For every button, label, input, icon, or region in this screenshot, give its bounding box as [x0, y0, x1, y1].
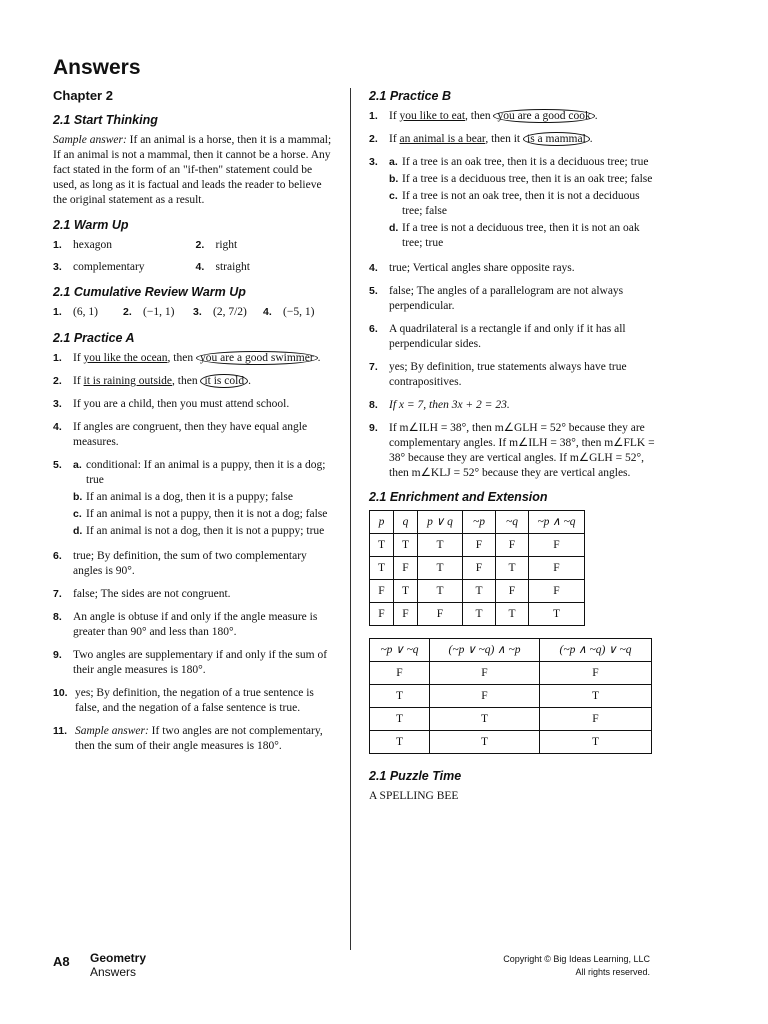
- table-cell: T: [370, 534, 394, 557]
- practice-b-item: [369, 398, 659, 413]
- warm-up-row: [53, 260, 338, 275]
- answer-text: If a tree is an oak tree, then it is a deciduous tree; true: [402, 156, 649, 168]
- table-header-row: [370, 639, 652, 662]
- warm-up-heading: 2.1 Warm Up: [53, 218, 129, 232]
- copyright: Copyright © Big Ideas Learning, LLC: [503, 954, 650, 964]
- warm-up-row: [53, 238, 338, 253]
- table-row: [370, 557, 585, 580]
- item-number: 11.: [53, 725, 68, 737]
- answer-text: true; Vertical angles share opposite rays.: [389, 262, 575, 274]
- answer-text: (−5, 1): [283, 306, 315, 318]
- answer-text: If an animal is not a puppy, then it is not a dog; false: [86, 508, 328, 520]
- item-number: 4.: [369, 262, 378, 274]
- answer-text: right: [215, 239, 238, 251]
- item-number: 2.: [53, 375, 62, 387]
- answer-text: (6, 1): [73, 306, 98, 318]
- answer-text: true; By definition, the sum of two complementary angles is 90°.: [73, 550, 307, 577]
- practice-a-item: [53, 686, 338, 716]
- table-cell: F: [463, 534, 496, 557]
- answer-text: If two angles are not complementary, then the sum of their angle measures is 180°.: [75, 725, 323, 752]
- answer-text: If a tree is not an oak tree, then it is not a deciduous tree; false: [402, 190, 640, 217]
- table-row: [370, 580, 585, 603]
- answer-text: yes; By definition, the negation of a true sentence is false, and the negation of a false sentence is true.: [75, 687, 314, 714]
- answer-text: If m∠ILH = 38°, then m∠GLH = 52° because they are complementary angles. If m∠ILH = 38°, then m∠FLK = 38° because they are vertical angles. If m∠GLH = 52°, then m∠KLJ = 52° because they are vertical angles.: [389, 422, 655, 479]
- hypothesis-underlined: it is raining outside: [83, 375, 173, 387]
- table-header: ~p ∨ ~q: [370, 639, 430, 662]
- page-number: A8: [53, 954, 70, 969]
- practice-b-item: [369, 360, 659, 390]
- book-section: Answers: [90, 965, 137, 979]
- item-number: 4.: [263, 306, 272, 318]
- table-cell: F: [540, 662, 652, 685]
- practice-a-item: [53, 648, 338, 678]
- answer-text: (2, 7/2): [213, 306, 247, 318]
- answer-text: If an animal is not a dog, then it is not a puppy; true: [86, 525, 325, 537]
- page-title: Answers: [53, 56, 141, 79]
- answer-text: complementary: [73, 261, 145, 273]
- text-segment: .: [594, 110, 598, 122]
- item-number: 3.: [53, 261, 62, 273]
- practice-a-item: [53, 397, 338, 412]
- item-number: 1.: [53, 306, 62, 318]
- sub-letter: d.: [389, 222, 399, 234]
- table-cell: T: [418, 580, 463, 603]
- item-number: 5.: [369, 285, 378, 297]
- answer-text: straight: [215, 261, 250, 273]
- start-thinking-heading: 2.1 Start Thinking: [53, 113, 158, 127]
- practice-a-item: [53, 724, 338, 754]
- practice-b-item: [369, 155, 659, 253]
- item-number: 6.: [53, 550, 62, 562]
- sub-item: [73, 458, 338, 488]
- table-cell: F: [463, 557, 496, 580]
- table-cell: F: [370, 580, 394, 603]
- item-number: 1.: [53, 352, 62, 364]
- table-cell: T: [394, 534, 418, 557]
- item-number: 4.: [53, 421, 62, 433]
- cumulative-review-row: [53, 305, 338, 320]
- table-header: p: [370, 511, 394, 534]
- truth-table-1: [369, 510, 585, 626]
- sub-letter: d.: [73, 525, 83, 537]
- practice-a-item: [53, 351, 338, 366]
- item-number: 3.: [369, 156, 378, 168]
- text-segment: .: [248, 375, 251, 387]
- text-segment: , then: [465, 110, 494, 122]
- table-cell: T: [418, 534, 463, 557]
- table-cell: T: [370, 731, 430, 754]
- answer-text: If x = 7, then 3x + 2 = 23.: [389, 399, 510, 411]
- conclusion-circled: you are a good cook: [493, 109, 594, 123]
- answer-text: Two angles are supplementary if and only if the sum of their angle measures is 180°.: [73, 649, 328, 676]
- book-title: Geometry: [90, 951, 147, 965]
- answer-text: conditional: If an animal is a puppy, then it is a dog; true: [86, 459, 326, 486]
- conclusion-circled: you are a good swimmer: [196, 351, 318, 365]
- table-cell: T: [370, 557, 394, 580]
- item-number: 7.: [369, 361, 378, 373]
- cumulative-review-heading: 2.1 Cumulative Review Warm Up: [53, 285, 246, 299]
- sub-item: [73, 490, 338, 505]
- table-header: ~q: [496, 511, 529, 534]
- practice-b-item: [369, 132, 659, 147]
- text-segment: If: [389, 110, 400, 122]
- item-number: 4.: [195, 261, 205, 273]
- conclusion-circled: it is cold: [200, 374, 248, 388]
- column-divider: [350, 88, 351, 950]
- practice-a-item: [53, 420, 338, 450]
- table-cell: T: [430, 731, 540, 754]
- text-segment: , then it: [485, 133, 524, 145]
- practice-a-item: [53, 458, 338, 541]
- answer-text: false; The sides are not congruent.: [73, 588, 231, 600]
- puzzle-time-heading: 2.1 Puzzle Time: [369, 769, 462, 783]
- table-cell: T: [496, 603, 529, 626]
- item-number: 3.: [53, 398, 62, 410]
- table-cell: F: [430, 685, 540, 708]
- table-cell: F: [529, 580, 585, 603]
- table-cell: T: [496, 557, 529, 580]
- table-row: [370, 685, 652, 708]
- item-number: 3.: [193, 306, 202, 318]
- answer-text: yes; By definition, true statements always have true contrapositives.: [389, 361, 627, 388]
- enrichment-heading: 2.1 Enrichment and Extension: [369, 490, 548, 504]
- answer-text: An angle is obtuse if and only if the angle measure is greater than 90° and less than 180°.: [73, 611, 318, 638]
- text-segment: If: [73, 352, 84, 364]
- table-cell: F: [496, 534, 529, 557]
- table-header: (~p ∧ ~q) ∨ ~q: [540, 639, 652, 662]
- answer-text: (−1, 1): [143, 306, 175, 318]
- answer-text: If a tree is a deciduous tree, then it is an oak tree; false: [402, 173, 653, 185]
- table-cell: T: [394, 580, 418, 603]
- truth-table-2: [369, 638, 652, 754]
- table-header: ~p ∧ ~q: [529, 511, 585, 534]
- sub-item: [73, 507, 338, 522]
- table-cell: F: [529, 534, 585, 557]
- item-number: 8.: [369, 399, 378, 411]
- practice-b-item: [369, 109, 659, 124]
- item-number: 2.: [123, 306, 132, 318]
- item-number: 7.: [53, 588, 62, 600]
- start-thinking-answer: [53, 133, 338, 208]
- puzzle-answer: A SPELLING BEE: [369, 790, 459, 802]
- table-cell: T: [540, 685, 652, 708]
- practice-b-heading: 2.1 Practice B: [369, 89, 451, 103]
- item-number: 9.: [53, 649, 62, 661]
- table-cell: F: [370, 603, 394, 626]
- text-segment: .: [589, 133, 593, 145]
- practice-a-item: [53, 610, 338, 640]
- answer-text: If a tree is not a deciduous tree, then it is not an oak tree; true: [402, 222, 640, 249]
- sub-letter: a.: [389, 156, 398, 168]
- sub-letter: a.: [73, 459, 82, 471]
- chapter-heading: Chapter 2: [53, 88, 113, 103]
- item-number: 6.: [369, 323, 378, 335]
- table-cell: T: [370, 708, 430, 731]
- table-cell: F: [529, 557, 585, 580]
- answer-text: If angles are congruent, then they have equal angle measures.: [73, 421, 308, 448]
- practice-b-item: [369, 322, 659, 352]
- sub-letter: b.: [389, 173, 399, 185]
- answer-text: If an animal is a dog, then it is a puppy; false: [86, 491, 293, 503]
- sub-item: [389, 155, 659, 170]
- table-cell: T: [370, 685, 430, 708]
- table-row: [370, 708, 652, 731]
- item-number: 10.: [53, 687, 68, 699]
- table-row: [370, 662, 652, 685]
- table-cell: T: [463, 603, 496, 626]
- table-cell: F: [496, 580, 529, 603]
- text-segment: If: [389, 133, 400, 145]
- hypothesis-underlined: an animal is a bear: [399, 133, 486, 145]
- table-header: (~p ∨ ~q) ∧ ~p: [430, 639, 540, 662]
- practice-a-item: [53, 587, 338, 602]
- table-cell: F: [418, 603, 463, 626]
- table-cell: T: [540, 731, 652, 754]
- book-info: [90, 951, 146, 979]
- answer-text: A quadrilateral is a rectangle if and only if it has all perpendicular sides.: [389, 323, 626, 350]
- right-column: [369, 88, 659, 804]
- table-row: [370, 731, 652, 754]
- item-number: 8.: [53, 611, 62, 623]
- practice-a-heading: 2.1 Practice A: [53, 331, 135, 345]
- sub-item: [389, 172, 659, 187]
- sub-letter: c.: [73, 508, 82, 520]
- practice-b-item: [369, 261, 659, 276]
- sub-item: [73, 524, 338, 539]
- item-number: 1.: [53, 239, 62, 251]
- item-number: 5.: [53, 459, 62, 471]
- item-number: 2.: [195, 239, 205, 251]
- table-header: q: [394, 511, 418, 534]
- table-header: ~p: [463, 511, 496, 534]
- sample-answer-label: Sample answer:: [75, 725, 149, 737]
- start-thinking-text: If an animal is a horse, then it is a mammal; If an animal is not a mammal, then it cannot be a horse. Any fact stated in the form of an "if-then" statement could be used, as long as it is factual and leads the reader to believe the original statement as a result.: [53, 134, 332, 206]
- conclusion-circled: is a mammal: [523, 132, 590, 146]
- answer-text: hexagon: [73, 239, 112, 251]
- item-number: 1.: [369, 110, 378, 122]
- answer-text: false; The angles of a parallelogram are not always perpendicular.: [389, 285, 624, 312]
- table-cell: T: [430, 708, 540, 731]
- hypothesis-underlined: you like to eat: [399, 110, 466, 122]
- sub-letter: c.: [389, 190, 398, 202]
- table-cell: F: [540, 708, 652, 731]
- text-segment: , then: [167, 352, 196, 364]
- text-segment: .: [317, 352, 321, 364]
- hypothesis-underlined: you like the ocean: [83, 352, 168, 364]
- sub-item: [389, 221, 659, 251]
- item-number: 2.: [369, 133, 378, 145]
- table-cell: F: [394, 603, 418, 626]
- practice-b-item: [369, 284, 659, 314]
- footer-left: [53, 951, 146, 979]
- practice-b-item: [369, 421, 659, 481]
- table-cell: F: [370, 662, 430, 685]
- table-cell: T: [529, 603, 585, 626]
- answer-text: If you are a child, then you must attend school.: [73, 398, 290, 410]
- table-header: p ∨ q: [418, 511, 463, 534]
- table-cell: F: [430, 662, 540, 685]
- table-cell: T: [418, 557, 463, 580]
- table-header-row: [370, 511, 585, 534]
- sub-item: [389, 189, 659, 219]
- table-cell: T: [463, 580, 496, 603]
- text-segment: , then: [172, 375, 201, 387]
- rights: All rights reserved.: [575, 967, 650, 977]
- practice-a-item: [53, 549, 338, 579]
- practice-a-item: [53, 374, 338, 389]
- footer-right: [503, 953, 650, 979]
- table-row: [370, 603, 585, 626]
- table-row: [370, 534, 585, 557]
- item-number: 9.: [369, 422, 378, 434]
- left-column: [53, 88, 338, 762]
- text-segment: If: [73, 375, 84, 387]
- table-cell: F: [394, 557, 418, 580]
- sub-letter: b.: [73, 491, 83, 503]
- sample-answer-label: Sample answer:: [53, 134, 127, 146]
